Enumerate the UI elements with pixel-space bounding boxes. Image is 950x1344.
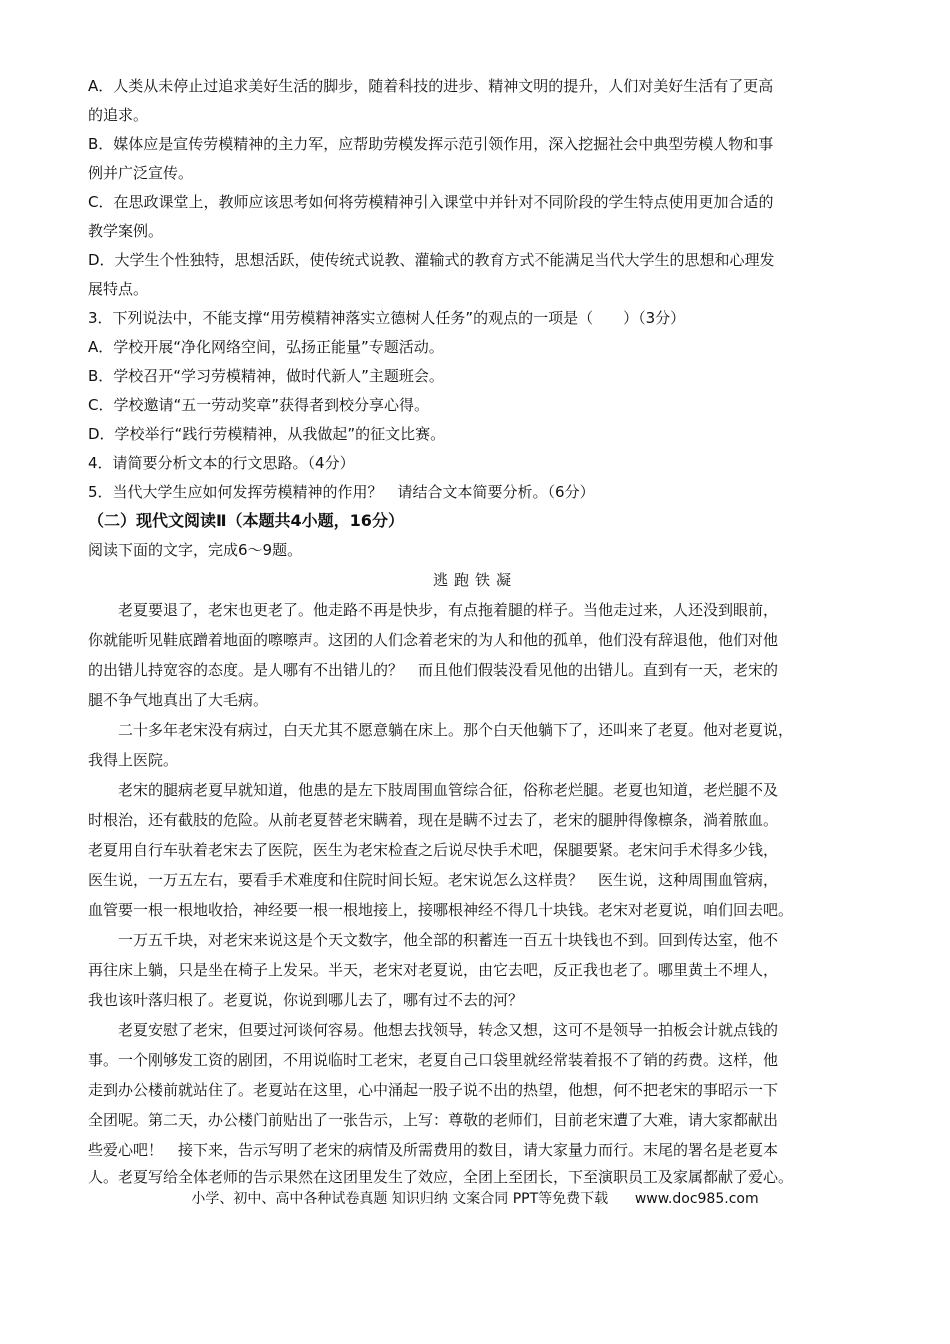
story-line: 二十多年老宋没有病过，白天尤其不愿意躺在床上。那个白天他躺下了，还叫来了老夏。他对老夏说， xyxy=(88,721,794,739)
story-line: 医生说，一万五左右，要看手术难度和住院时间长短。老宋说怎么这样贵？ 医生说，这种周围血管病， xyxy=(88,871,779,889)
option-line: 教学案例。 xyxy=(88,222,164,240)
option-line: 例并广泛宣传。 xyxy=(88,164,194,182)
option-line: C．在思政课堂上，教师应该思考如何将劳模精神引入课堂中并针对不同阶段的学生特点使用更加合适的 xyxy=(88,193,774,211)
story-line: 血管要一根一根地收拾，神经要一根一根地接上，接哪根神经不得几十块钱。老宋对老夏说，咱们回去吧。 xyxy=(88,901,794,919)
story-line: 你就能听见鞋底蹭着地面的嚓嚓声。这团的人们念着老宋的为人和他的孤单，他们没有辞退他，他们对他 xyxy=(88,631,779,649)
question-3-option-b: B．学校召开“学习劳模精神，做时代新人”主题班会。 xyxy=(88,367,444,385)
story-line: 老夏要退了，老宋也更老了。他走路不再是快步，有点拖着腿的样子。当他走过来，人还没到眼前， xyxy=(88,601,779,619)
question-3: 3．下列说法中，不能支撑“用劳模精神落实立德树人任务”的观点的一项是（ ）（3分） xyxy=(88,309,686,327)
story-line: 时根治，还有截肢的危险。从前老夏替老宋瞒着，现在是瞒不过去了，老宋的腿肿得像檩条，淌着脓血。 xyxy=(88,811,779,829)
question-3-option-c: C．学校邀请“五一劳动奖章”获得者到校分享心得。 xyxy=(88,396,430,414)
story-line: 一万五千块，对老宋来说这是个天文数字，他全部的积蓄连一百五十块钱也不到。回到传达室，他不 xyxy=(88,931,779,949)
story-line: 老夏用自行车驮着老宋去了医院，医生为老宋检查之后说尽快手术吧，保腿要紧。老宋问手术得多少钱， xyxy=(88,841,779,859)
story-line: 些爱心吧！ 接下来，告示写明了老宋的病情及所需费用的数目，请大家量力而行。末尾的署名是老夏本 xyxy=(88,1141,779,1159)
question-5: 5．当代大学生应如何发挥劳模精神的作用？ 请结合文本简要分析。（6分） xyxy=(88,483,595,501)
story-title: 逃跑铁凝 xyxy=(432,571,517,589)
story-line: 我得上医院。 xyxy=(88,751,179,769)
option-line: 的追求。 xyxy=(88,106,149,124)
section-heading: （二）现代文阅读Ⅱ（本题共4小题，16分） xyxy=(88,511,404,530)
option-line: 展特点。 xyxy=(88,280,149,298)
story-line: 腿不争气地真出了大毛病。 xyxy=(88,691,269,709)
story-line: 我也该叶落归根了。老夏说，你说到哪儿去了，哪有过不去的河？ xyxy=(88,991,524,1009)
question-3-option-a: A．学校开展“净化网络空间，弘扬正能量”专题活动。 xyxy=(88,338,444,356)
story-line: 人。老夏写给全体老师的告示果然在这团里发生了效应，全团上至团长，下至演职员工及家属都献了爱心。 xyxy=(88,1168,794,1186)
question-4: 4．请简要分析文本的行文思路。（4分） xyxy=(88,454,355,472)
option-line: D．大学生个性独特，思想活跃，使传统式说教、灌输式的教育方式不能满足当代大学生的思想和心理发 xyxy=(88,251,775,269)
story-line: 事。一个刚够发工资的剧团，不用说临时工老宋，老夏自己口袋里就经常装着报不了销的药费。这样，他 xyxy=(88,1051,779,1069)
reading-instruction: 阅读下面的文字，完成6～9题。 xyxy=(88,541,303,559)
story-line: 老宋的腿病老夏早就知道，他患的是左下肢周围血管综合征，俗称老烂腿。老夏也知道，老烂腿不及 xyxy=(88,781,779,799)
page-footer: 小学、初中、高中各种试卷真题 知识归纳 文案合同 PPT等免费下载 www.doc985.com xyxy=(191,1191,759,1207)
story-line: 全团呢。第二天，办公楼门前贴出了一张告示，上写：尊敬的老师们，目前老宋遭了大难，请大家都献出 xyxy=(88,1111,779,1129)
story-line: 的出错儿持宽容的态度。是人哪有不出错儿的？ 而且他们假装没看见他的出错儿。直到有一天，老宋的 xyxy=(88,661,779,679)
option-line: B．媒体应是宣传劳模精神的主力军，应帮助劳模发挥示范引领作用，深入挖掘社会中典型劳模人物和事 xyxy=(88,135,774,153)
story-line: 再往床上躺，只是坐在椅子上发呆。半天，老宋对老夏说，由它去吧，反正我也老了。哪里黄土不埋人， xyxy=(88,961,779,979)
question-3-option-d: D．学校举行“践行劳模精神，从我做起”的征文比赛。 xyxy=(88,425,446,443)
story-line: 走到办公楼前就站住了。老夏站在这里，心中涌起一股子说不出的热望，他想，何不把老宋的事昭示一下 xyxy=(88,1081,779,1099)
option-line: A．人类从未停止过追求美好生活的脚步，随着科技的进步、精神文明的提升，人们对美好生活有了更高 xyxy=(88,77,774,95)
story-line: 老夏安慰了老宋，但要过河谈何容易。他想去找领导，转念又想，这可不是领导一拍板会计就点钱的 xyxy=(88,1021,779,1039)
